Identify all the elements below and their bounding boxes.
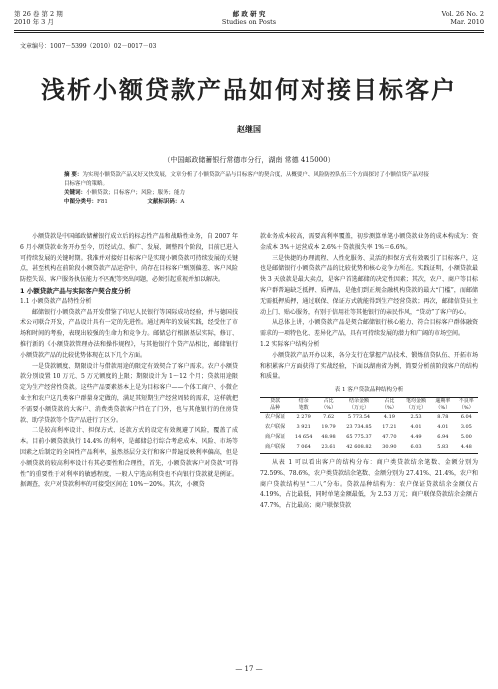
table-cell: 7 064 [290,443,317,454]
right-paragraph-4: 小额贷款产品开办以来，各分支行在掌握产品技术、锻炼信贷队伍、开拓市场和积累客户方面获得了实战经验，下面以湖南省为例，简要分析前阶段客户的结构和质量。 [260,351,478,381]
table-cell: 商户保证 [265,434,286,441]
table-header-cell: 贷款 [260,397,290,405]
table-cell: 2.53 [410,414,422,421]
table-header-cell: （万元） [401,405,431,413]
table-header-row-2 [260,405,478,413]
page-number: — 17 — [235,665,263,673]
header-center [14,10,484,26]
table-header-cell: 逾期率 [431,397,454,405]
table-cell: 4.01 [437,424,449,431]
keywords-text: 小额贷款；目标客户；风险；服务；能力 [86,190,186,196]
right-paragraph-5: 从表 1 可以看出客户的结构分布：商户类贷款结余笔数、金额分别为 72.59%、78.6%，农户类贷款结余笔数、金额分别为 27.41%、21.4%，农户和商户贷款结构呈“二八”分布。贷款品种结构为：农户保证贷款结余金额仅占 4.19%，占比最低，同时单笔金额最低，为 2.53 万元；商户联保贷款结余金额占 47.7%，占比最高；商户联保贷款 [260,458,478,510]
article-number: 文章编号：1007－5399（2010）02－0017－03 [20,43,157,50]
right-column [260,232,478,512]
table-header-cell: 结余金额 [340,397,378,405]
journal-name-en: Studies on Posts [221,18,277,26]
section-1-heading: 1 小额贷款产品与实际客户契合度分析 [20,286,131,295]
section-1-1-paragraph-1: 邮储银行小额贷款产品开发借鉴了印尼人民银行等国际成功经验，并与德国技术公司联合开发，产品设计具有一定的先进性。通过两年的发展实践，经受住了市场和时间的考验，表现出较强的生命力和竞争力。邮储总行根据基层实际，修订、推行新的《小额贷款管理办法和操作规程》，与其他银行个贷产品相比，邮储银行小额贷款产品的比较优势体现在以下几个方面。 [20,308,238,359]
abstract [64,171,434,189]
table-cell: 2 279 [296,414,311,421]
table-row [260,423,478,433]
article-title: 浅析小额贷款产品如何对接目标客户 [41,76,457,104]
table-header-cell: （%） [455,405,478,413]
table-row [260,412,478,423]
abstract-block [64,171,434,207]
header-rule [14,30,484,31]
section-1-2-heading: 1.2 实际客户结构分析 [260,340,320,348]
table-cell: 8.78 [437,414,449,421]
table-cell: 5.00 [460,434,472,441]
table-cell: 4.49 [410,434,422,441]
table-cell: 48.98 [321,434,336,441]
journal-name-cn: 邮 政 研 究 [232,10,266,18]
volume-en: Vol. 26 No. 2 [441,10,484,18]
table-cell: 商户联保 [260,443,290,454]
table-header-cell: 结余 [290,397,317,405]
right-paragraph-2: 三是快捷的办理流程、人性化服务、灵活的担保方式有效吸引了目标客户，这也是邮储银行小额贷款产品的比较优势和核心竞争力所在。实践证明，小额贷款最快 3 天放款是最大卖点，是客户首选邮储的决定性因素；其次，农户、商户等目标客户群普遍缺乏抵押、质押品，是他们到正规金融机构贷款的最大“门槛”，而邮储无需抵押质押，通过联保、保证方式就能得到生产经营贷款；再次，邮储信贷员主动上门、贴心服务，有别于信用社等其他银行的亲民作风，“贷动”了客户的心。 [260,254,478,316]
section-1-1-paragraph-3: 二是较高利率设计、担保方式、还款方式的设定有效规避了风险，覆盖了成本。目前小额贷款执行 14.4% 的利率，是邮储总行综合考虑成本、风险、市场等因素之后制定的全国性产品利率，虽然基层分支行和客户普遍反映利率偏高，但是小额贷款的较高利率设计有其必要性和合理性，首先，小额贷款客户对贷款“可得性”的重要性于对利率的敏感程度，一般人宁选高利贷也不向银行贷款就是例证。据调查，农户对贷款利率的可接受区间在 10%～20%。其次，小额贷 [20,427,238,489]
table-header-cell: （%） [431,405,454,413]
table-cell: 30.90 [378,443,401,454]
table-header-cell: 笔均金额 [401,397,431,405]
table-cell: 农户保证 [265,414,286,421]
author-affiliation: （中国邮政储蓄银行常德市分行，湖南 常德 415000） [163,156,335,164]
table-cell: 4.48 [455,443,478,454]
table-cell: 47.70 [382,434,397,441]
table-cell: 42 608.82 [340,443,378,454]
date-cn: 2010 年 3 月 [14,18,54,26]
table-cell: 4.19 [383,414,395,421]
table-cell: 5.83 [431,443,454,454]
keywords-label: 关键词： [64,190,87,196]
table-header-cell: 不良率 [455,397,478,405]
keywords [64,189,434,198]
classification [64,198,434,207]
right-paragraph-3: 从总体上讲，小额贷款产品是契合邮储银行核心能力、符合目标客户群体融资需求的一项特色化、差异化产品，具有可持续发展的潜力和广阔的市场空间。 [260,319,478,338]
table-row [260,433,478,443]
table-cell: 7.62 [323,414,335,421]
abstract-label: 摘 要： [64,172,83,178]
section-1-1-paragraph-2: 一是贷款额度、期限设计与借款用途的限定有效契合了客户需求。农户小额贷款分别设置 10 万元、5 万元额度的上限；期限设计为 1～12 个月；贷款用途限定为生产经营性贷款。这些产品要素基本上是为目标客户——个体工商户、小微企业主和农户这几类客户群量身定做的，满足其短期生产经营周转的需求，这样就把不需要小额贷款的大客户、消费类贷款客户挡在了门外，也与其他银行的住房贷款、助学贷款等个贷产品进行了区分。 [20,362,238,424]
doc-code-label: 文献标识码： [147,199,181,205]
table-header-cell: （%） [378,405,401,413]
author-name: 赵继国 [237,124,261,134]
left-column [20,232,238,491]
table-cell: 5 773.54 [347,414,371,421]
table-cell: 6.94 [437,434,449,441]
volume-cn: 第 26 卷 第 2 期 [14,10,63,18]
table-caption: 表 1 客户贷款品种结构分析 [334,387,404,394]
doc-code-value: A [180,199,185,205]
table-cell: 65 775.37 [346,434,372,441]
table-header-cell: （万元） [340,405,378,413]
intro-paragraph: 小额贷款是中国邮政储蓄银行成立后的标志性产品和战略性业务，自 2007 年 6 月小额贷款业务开办至今，历经试点、推广、发展、调整四个阶段，目前已进入可持续发展的关键时期。我准并对接好目标客户是实现小额贷款可持续发展的关键点，甚至机构在前阶段小额贷款产品运营中，尚存在目标客户甄别偏差、客户风险防控失误、客户服务执伍能力不匹配等突出问题，必须引起重视并加以解决。 [20,233,238,284]
table-header-cell: 占比 [378,397,401,405]
right-paragraph-1: 款业务成本较高，需要高利率覆盖，初步测算单笔小额贷款业务的成本构成为：资金成本 3%＋运营成本 2.6%＋贷款损失率 1%＝6.6%。 [260,233,478,251]
date-en: Mar. 2010 [450,18,484,26]
header-rule-thin [14,32,484,33]
table-cell: 23 734.85 [346,424,372,431]
table-cell: 14 654 [294,434,313,441]
loan-structure-table [260,397,478,454]
table-cell: 23.61 [317,443,340,454]
abstract-text: 为实现小额贷款产品又好又快发展，文章分析了小额贷款产品与目标客户的契合度，从概要户、风险防控队伍三个方面探讨了小额信贷产品对接目标客户的策略。 [64,172,429,187]
table-cell: 3 921 [296,424,311,431]
table-cell: 19.79 [321,424,336,431]
table-header-cell: 笔数 [290,405,317,413]
table-cell: 6.03 [401,443,431,454]
table-cell: 17.21 [382,424,397,431]
section-1-1-heading: 1.1 小额贷款产品特性分析 [20,297,92,305]
header-right [442,10,484,26]
table-header-cell: 品种 [260,405,290,413]
clc-label: 中图分类号： [64,199,98,205]
table-cell: 4.01 [410,424,422,431]
table-row [260,443,478,454]
table-header-cell: 占比 [317,397,340,405]
table-cell: 6.04 [460,414,472,421]
table-cell: 农户联保 [265,424,286,431]
table-cell: 3.05 [460,424,472,431]
table-header-cell: （%） [317,405,340,413]
table-header-row-1 [260,397,478,405]
clc-value: F81 [97,199,108,205]
